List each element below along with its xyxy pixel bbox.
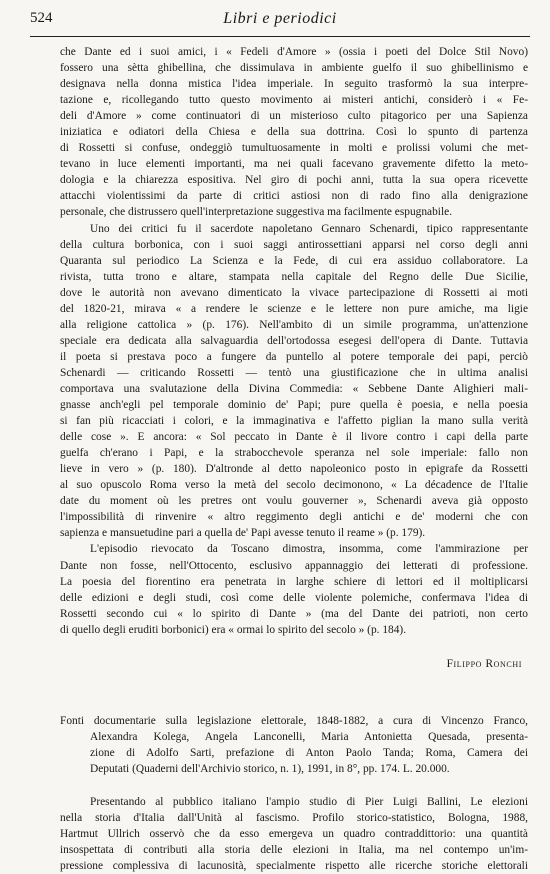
text-line: attacchi violentissimi da parte di critici astiosi non di rado fino alla denigrazione xyxy=(60,190,528,203)
text-line: dologia e la chiarezza espositiva. Nel giro di pochi anni, tutta la sua opera ricevette xyxy=(60,174,528,187)
text-line: iniziatica e odiatori della Chiesa e della sua dottrina. Così lo spunto di partenza xyxy=(60,126,528,139)
text-line: Deputati (Quaderni dell'Archivio storico, n. 1), 1991, in 8°, pp. 174. L. 20.000. xyxy=(90,762,450,775)
text-line: Fonti documentarie sulla legislazione elettorale, 1848-1882, a cura di Vincenzo Franco, xyxy=(60,714,528,727)
text-line: Alexandra Kolega, Angela Lanconelli, Maria Antonietta Quesada, presenta- xyxy=(90,730,528,743)
text-line: designava nella donna mistica l'idea imperiale. In seguito trasformò la sua interpre- xyxy=(60,78,528,91)
paragraph-toscano xyxy=(60,541,528,637)
text-line: personale, che distrussero quell'interpretazione suggestiva ma facilmente espugnabile. xyxy=(60,206,453,219)
page-header xyxy=(30,10,530,37)
text-line: Uno dei critici fu il sacerdote napoletano Gennaro Schenardi, tipico rappresentante xyxy=(90,222,528,235)
text-line: pressione complessiva di lacunosità, specialmente rispetto alle ricerche storiche elettorali xyxy=(60,860,528,873)
running-title: Libri e periodici xyxy=(223,10,337,27)
text-line: tevano in luce elementi importanti, ma nei quali facevano gravemente difetto la meto- xyxy=(60,158,528,171)
text-line: di Rossetti si confuse, ondeggiò tumultuosamente in molti e prolissi volumi che met- xyxy=(60,142,528,155)
text-line: Schenardi — criticando Rossetti — tentò una giustificazione che in ultima analisi xyxy=(60,366,528,379)
spacer xyxy=(60,777,528,794)
text-line: Rossetti secondo cui « lo spirito di Dante » (ma del Dante dei patrioti, non certo xyxy=(60,607,528,620)
text-line: gnasse anch'egli pel temporale dominio de' Papi; pure quella è poesia, e nella poesia xyxy=(60,399,528,412)
text-line: Presentando al pubblico italiano l'ampio studio di Pier Luigi Ballini, Le elezioni xyxy=(90,795,528,808)
paragraph-continuation xyxy=(60,44,528,221)
text-line: l'impossibilità di rinvenire « altro reggimento degli antichi e de' moderni che con xyxy=(60,511,528,524)
text-line: Quaranta sul periodico La Scienza e la Fede, di cui era assiduo collaboratore. La xyxy=(60,254,528,267)
text-line: al suo opuscolo Roma verso la metà del secolo decimonono, « La décadence de l'Italie xyxy=(60,479,528,492)
text-line: insospettata di contributi alla storia delle elezioni in Italia, ma nel contempo un'im- xyxy=(60,844,528,857)
text-line: lieve in vero » (p. 180). D'altronde al detto napoleonico posto in epigrafe da Rossetti xyxy=(60,463,528,476)
text-line: Dante non fosse, nell'Ottocento, esclusivo appannaggio dei letterati di professione. xyxy=(60,559,528,572)
page-number: 524 xyxy=(30,10,53,26)
text-line: delle edizioni e degli studi, così come delle violente polemiche, confermava l'idea di xyxy=(60,591,528,604)
review-signature: Filippo Ronchi xyxy=(446,657,522,670)
text-line: zione di Adolfo Sarti, prefazione di Anton Paolo Tanda; Roma, Camera dei xyxy=(90,746,528,759)
text-line: che Dante ed i suoi amici, i « Fedeli d'Amore » (ossia i poeti del Dolce Stil Novo) xyxy=(60,46,528,58)
text-line: guelfa ch'erano i Papi, e la strabocchevole speranza nel sole imperiale: fallo non xyxy=(60,447,528,460)
text-line: speciale era dedicata alla salvaguardia dell'ortodossa esegesi dell'opera di Dante. Tuttavia xyxy=(60,334,528,347)
text-line: della cultura borbonica, con i suoi saggi antirossettiani apparsi nel corso degli anni xyxy=(60,238,528,251)
text-line: alla religione cattolica » (p. 176). Nell'ambito di un simile programma, un'attenzione xyxy=(60,318,528,331)
text-line: rivista, tutta trono e altare, stampata nella capitale del Regno delle Due Sicilie, xyxy=(60,270,528,283)
text-line: deli d'Amore » come continuatori di un misterioso culto pitagorico per una Sapienza xyxy=(60,110,528,123)
text-line: date du moment où les pretres ont voulu gouverner », Schenardi aveva già opposto xyxy=(60,495,528,508)
text-line: delle cose ». E ancora: « Sol peccato in Dante è il livore contro i capi della parte xyxy=(60,431,528,444)
paragraph-schenardi xyxy=(60,221,528,542)
text-line: fossero una sètta ghibellina, che dissimulava in ambiente guelfo il suo ghibellinismo e xyxy=(60,62,528,75)
text-line: Hartmut Ullrich osservò che da esso emergeva un quadro contraddittorio: una quantità xyxy=(60,828,528,841)
text-line: sapienza e mansuetudine pari a quella de' Papi avesse tenuto il reame » (p. 179). xyxy=(60,527,426,540)
text-line: si fan più ricacciati i colori, e la immaginativa e l'affetto piglian la mano sulla verità xyxy=(60,415,528,428)
text-line: comportava una svalutazione della Divina Commedia: « Sebbene Dante Alighieri mali- xyxy=(60,382,528,395)
text-line: il poeta si prestava poco a fungere da puntello al potere temporale dei papi, perciò xyxy=(60,350,528,363)
text-line: dove le autorità non avevano dimenticato la vivace partecipazione di Rossetti ai moti xyxy=(60,286,528,299)
text-line: nella storia d'Italia dall'Unità al fascismo. Profilo storico-statistico, Bologna, 1988, xyxy=(60,811,528,824)
text-line: di quello degli eruditi borbonici) era « ormai lo spirito del secolo » (p. 184). xyxy=(60,623,407,636)
text-line: tazione e, ricollegando tutto questo movimento ai misteri antichi, considerò i « Fe- xyxy=(60,94,528,107)
spacer xyxy=(60,673,528,713)
page-body xyxy=(60,44,528,874)
text-line: La poesia del fiorentino era penetrata in larghe schiere di lettori ed il moltiplicarsi xyxy=(60,575,528,588)
text-line: L'episodio rievocato da Toscano dimostra, insomma, come l'ammirazione per xyxy=(90,543,528,556)
review-header xyxy=(60,713,528,777)
paragraph-ballini xyxy=(60,794,528,874)
text-line: del 1820-21, mirava « a rendere le scienze e le lettere non pure amiche, ma ligie xyxy=(60,302,528,315)
spacer xyxy=(60,638,528,655)
